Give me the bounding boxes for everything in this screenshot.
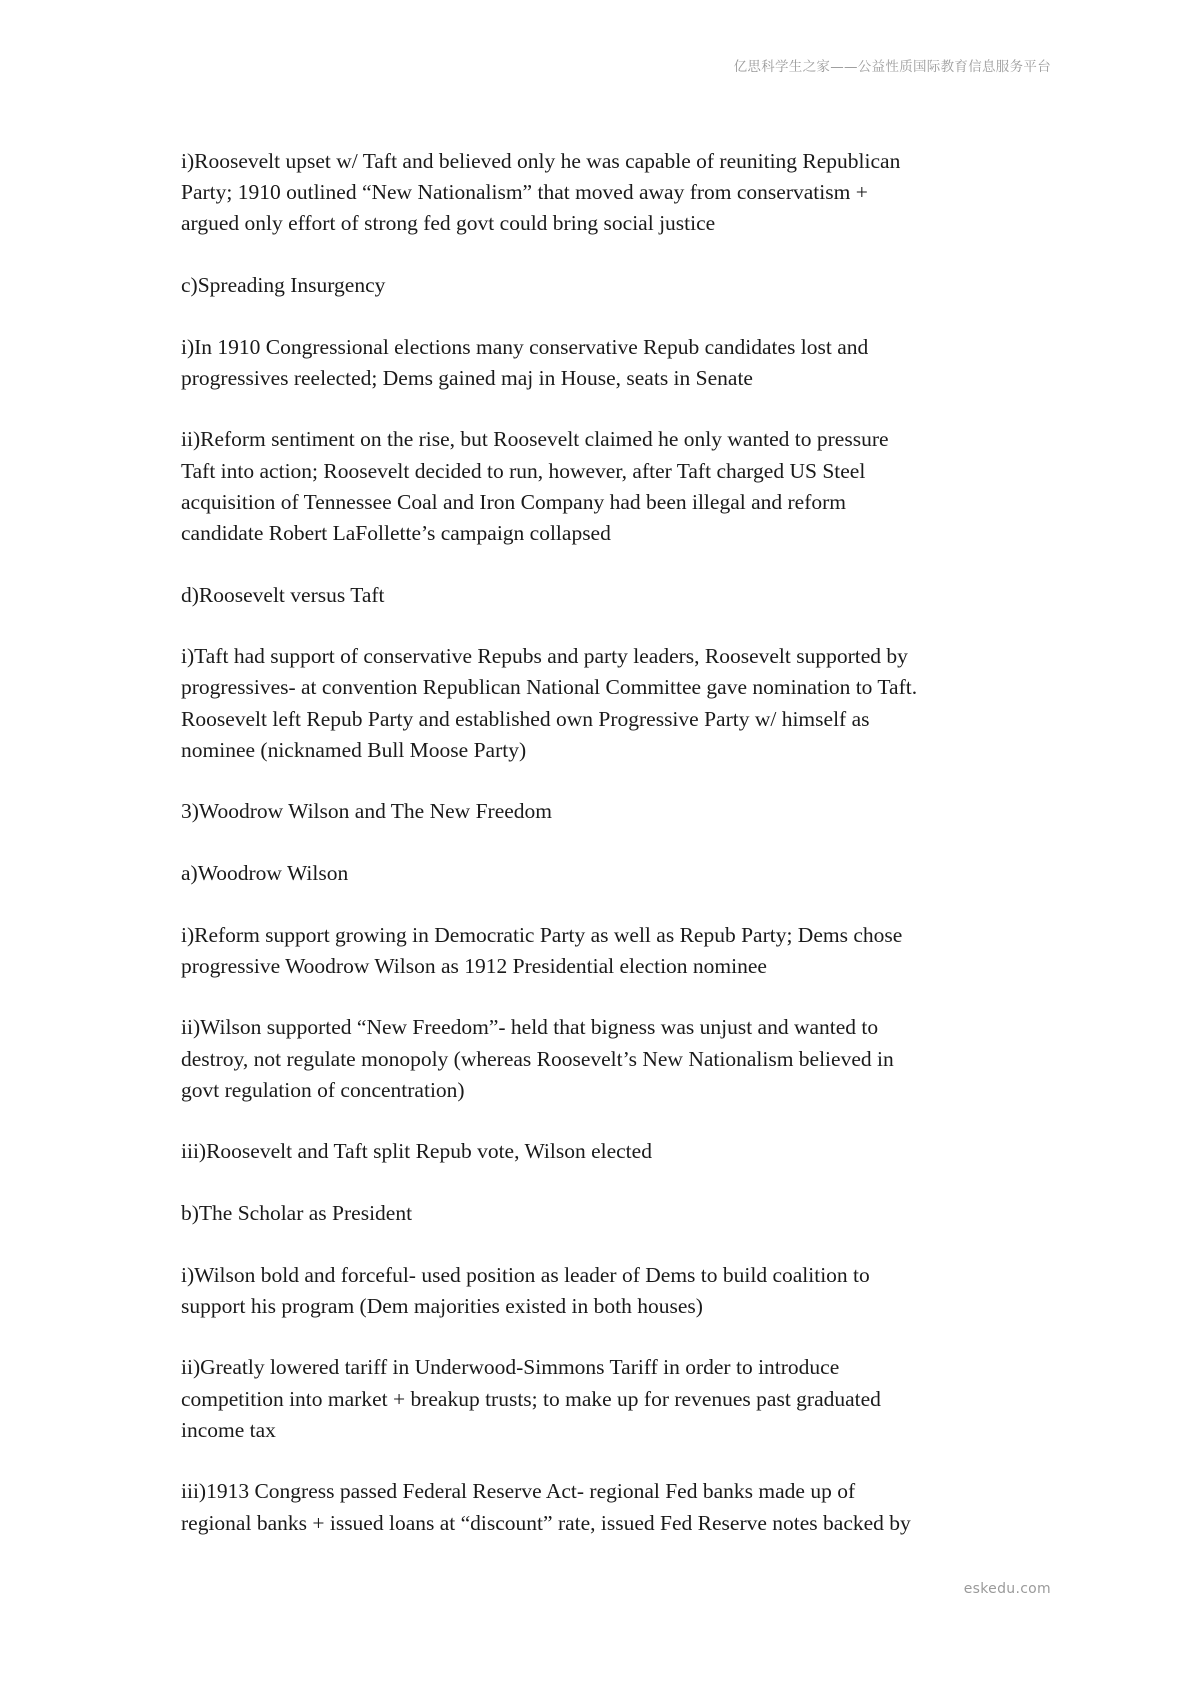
- section-heading: a)Woodrow Wilson: [181, 860, 349, 885]
- paragraph: i)Reform support growing in Democratic Party as well as Repub Party; Dems chose progressive Woodrow Wilson as 1912 Presidential election nominee: [181, 922, 903, 978]
- paragraph: i)In 1910 Congressional elections many conservative Repub candidates lost and progressives reelected; Dems gained maj in House, seats in Senate: [181, 334, 869, 390]
- section-heading: d)Roosevelt versus Taft: [181, 582, 385, 607]
- chapter-heading: 3)Woodrow Wilson and The New Freedom: [181, 799, 553, 824]
- paragraph: iii)1913 Congress passed Federal Reserve Act- regional Fed banks made up of regional banks + issued loans at “discount” rate, issued Fed Reserve notes backed by: [181, 1479, 911, 1535]
- paragraph: ii)Greatly lowered tariff in Underwood-Simmons Tariff in order to introduce competition into market + breakup trusts; to make up for revenues past graduated income tax: [181, 1355, 881, 1442]
- paragraph: i)Wilson bold and forceful- used position as leader of Dems to build coalition to support his program (Dem majorities existed in both houses): [181, 1262, 870, 1318]
- paragraph: ii)Wilson supported “New Freedom”- held that bigness was unjust and wanted to destroy, not regulate monopoly (whereas Roosevelt’s New Nationalism believed in govt regulation of concentration): [181, 1015, 894, 1102]
- page-footer-site-url: eskedu.com: [963, 1581, 1051, 1597]
- page-header-site-text: 亿思科学生之家——公益性质国际教育信息服务平台: [733, 59, 1051, 75]
- paragraph: ii)Reform sentiment on the rise, but Roosevelt claimed he only wanted to pressure Taft into action; Roosevelt decided to run, however, after Taft charged US Steel acquisition of Tennessee Coal and Iron Company had been illegal and reform candidate Robert LaFollette’s campaign collapsed: [181, 427, 889, 545]
- document-body: [181, 146, 1041, 1569]
- section-heading: c)Spreading Insurgency: [181, 273, 386, 297]
- section-heading: b)The Scholar as President: [181, 1200, 413, 1225]
- paragraph: iii)Roosevelt and Taft split Repub vote, Wilson elected: [181, 1139, 652, 1164]
- paragraph: i)Roosevelt upset w/ Taft and believed only he was capable of reuniting Republican Party; 1910 outlined “New Nationalism” that moved away from conservatism + argued only effort of strong fed govt could bring social justice: [181, 149, 901, 236]
- paragraph: i)Taft had support of conservative Repubs and party leaders, Roosevelt supported by progressives- at convention Republican National Committee gave nomination to Taft. Roosevelt left Repub Party and established own Progressive Party w/ himself as nominee (nicknamed Bull Moose Party): [181, 644, 918, 762]
